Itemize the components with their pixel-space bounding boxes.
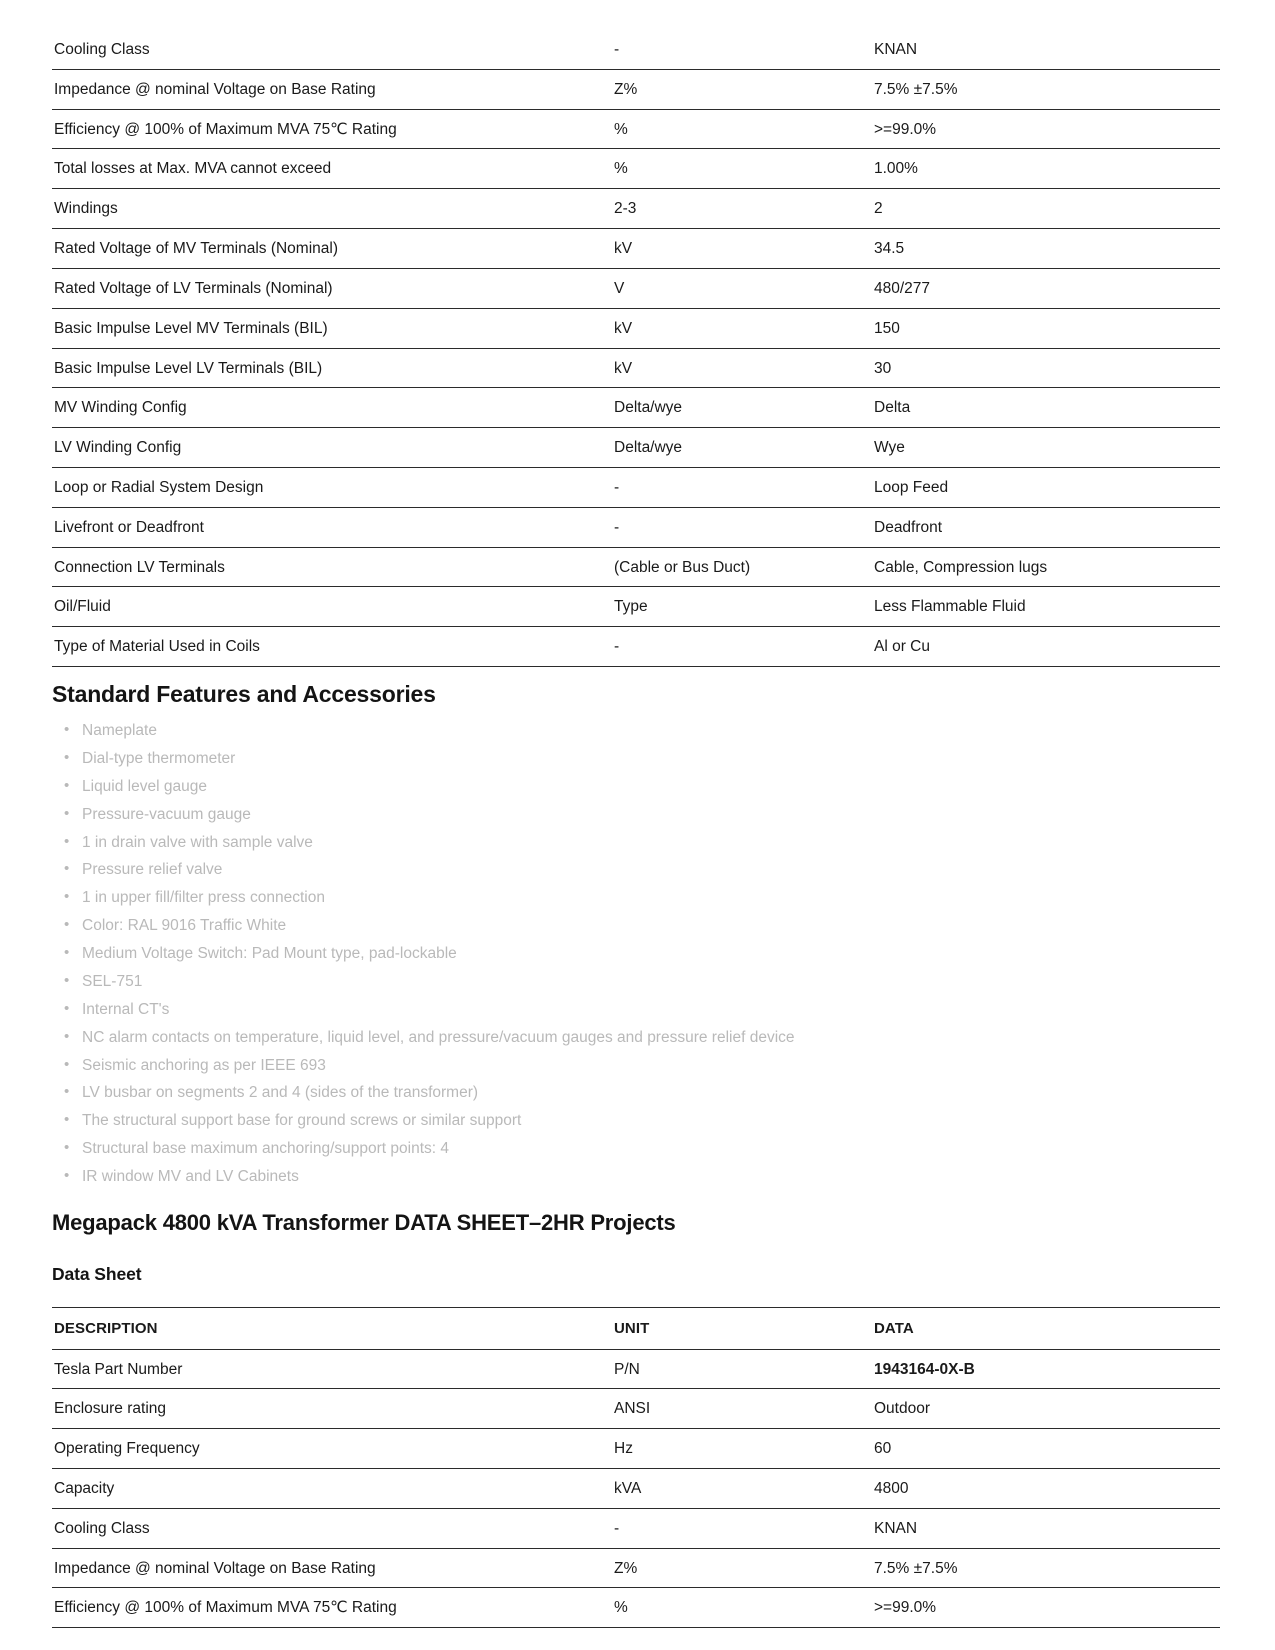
cell-data: >=99.0% [872,109,1220,149]
cell-unit: - [612,30,872,69]
feature-list-item: • LV busbar on segments 2 and 4 (sides of the transformer) [52,1084,1223,1102]
cell-description: Efficiency @ 100% of Maximum MVA 75℃ Rating [52,109,612,149]
table-row [52,388,1220,428]
cell-unit: Hz [612,1429,872,1469]
cell-description: Cooling Class [52,30,612,69]
table-row [52,30,1220,69]
cell-data: Deadfront [872,507,1220,547]
table-row [52,627,1220,667]
feature-list-item: • IR window MV and LV Cabinets [52,1168,1223,1186]
cell-unit: % [612,109,872,149]
feature-list-item: • Structural base maximum anchoring/support points: 4 [52,1140,1223,1158]
cell-description: Oil/Fluid [52,587,612,627]
feature-list-item: • Color: RAL 9016 Traffic White [52,917,1223,935]
document-title: Megapack 4800 kVA Transformer DATA SHEET–2HR Projects [52,1210,676,1236]
feature-list-item: • Medium Voltage Switch: Pad Mount type, pad-lockable [52,945,1223,963]
cell-data: 7.5% ±7.5% [872,69,1220,109]
feature-list-item: • 1 in drain valve with sample valve [52,834,1223,852]
cell-data: 1.00% [872,149,1220,189]
feature-list-item: • SEL-751 [52,973,1223,991]
cell-description: Basic Impulse Level LV Terminals (BIL) [52,348,612,388]
table-row [52,1548,1220,1588]
table-row [52,587,1220,627]
feature-list-item: • 1 in upper fill/filter press connection [52,889,1223,907]
cell-data: Less Flammable Fluid [872,587,1220,627]
table-row [52,467,1220,507]
cell-unit: 2-3 [612,189,872,229]
standard-features-heading: Standard Features and Accessories [52,681,436,707]
cell-data: 4800 [872,1468,1220,1508]
cell-unit: kV [612,308,872,348]
table-row [52,1508,1220,1548]
cell-data: KNAN [872,1508,1220,1548]
cell-unit: - [612,627,872,667]
cell-description: Total losses at Max. MVA cannot exceed [52,149,612,189]
cell-description: Windings [52,189,612,229]
cell-unit: % [612,1588,872,1628]
cell-unit: (Cable or Bus Duct) [612,547,872,587]
table-row [52,1349,1220,1389]
table-row [52,547,1220,587]
table-row [52,69,1220,109]
cell-data: Wye [872,428,1220,468]
feature-list-item: • Nameplate [52,722,1223,740]
cell-description: Impedance @ nominal Voltage on Base Rating [52,69,612,109]
cell-data: 7.5% ±7.5% [872,1548,1220,1588]
cell-description: Type of Material Used in Coils [52,627,612,667]
table-row [52,1389,1220,1429]
cell-unit: - [612,507,872,547]
cell-data: 150 [872,308,1220,348]
cell-description: Cooling Class [52,1508,612,1548]
column-header-data: DATA [872,1308,1220,1349]
feature-list-item: • Liquid level gauge [52,778,1223,796]
cell-description: Rated Voltage of MV Terminals (Nominal) [52,229,612,269]
cell-unit: Delta/wye [612,388,872,428]
column-header-description: DESCRIPTION [52,1308,612,1349]
table-row [52,189,1220,229]
cell-unit: Z% [612,69,872,109]
cell-description: Impedance @ nominal Voltage on Base Rating [52,1548,612,1588]
cell-description: Operating Frequency [52,1429,612,1469]
cell-unit: Type [612,587,872,627]
table-row [52,308,1220,348]
cell-data: 2 [872,189,1220,229]
table-header-row [52,1308,1220,1349]
cell-description: Enclosure rating [52,1389,612,1429]
feature-list-item: • Dial-type thermometer [52,750,1223,768]
feature-list-item: • Seismic anchoring as per IEEE 693 [52,1057,1223,1075]
cell-data: 1943164-0X-B [872,1349,1220,1389]
cell-description: Loop or Radial System Design [52,467,612,507]
cell-description: MV Winding Config [52,388,612,428]
table-row [52,507,1220,547]
cell-description: Tesla Part Number [52,1349,612,1389]
cell-unit: Delta/wye [612,428,872,468]
table-row [52,268,1220,308]
standard-features-list [52,722,1223,1186]
cell-description: Capacity [52,1468,612,1508]
cell-unit: - [612,1508,872,1548]
feature-list-item: • Pressure-vacuum gauge [52,806,1223,824]
column-header-unit: UNIT [612,1308,872,1349]
cell-description: Efficiency @ 100% of Maximum MVA 75℃ Rating [52,1588,612,1628]
cell-unit: ANSI [612,1389,872,1429]
cell-unit: kVA [612,1468,872,1508]
cell-data: Delta [872,388,1220,428]
data-sheet-table [52,1307,1220,1628]
cell-unit: - [612,467,872,507]
cell-data: Outdoor [872,1389,1220,1429]
data-sheet-table-head [52,1308,1220,1349]
specification-table-body [52,30,1220,667]
data-sheet-table-body [52,1349,1220,1628]
cell-description: Livefront or Deadfront [52,507,612,547]
cell-description: Connection LV Terminals [52,547,612,587]
specification-table-continued [52,30,1220,667]
table-row [52,1468,1220,1508]
cell-data: Loop Feed [872,467,1220,507]
cell-data: 34.5 [872,229,1220,269]
cell-unit: % [612,149,872,189]
cell-unit: kV [612,348,872,388]
feature-list-item: • Internal CT's [52,1001,1223,1019]
cell-data: 480/277 [872,268,1220,308]
cell-data: >=99.0% [872,1588,1220,1628]
feature-list-item: • Pressure relief valve [52,861,1223,879]
table-row [52,229,1220,269]
cell-data: 30 [872,348,1220,388]
table-row [52,149,1220,189]
cell-unit: V [612,268,872,308]
cell-data: Cable, Compression lugs [872,547,1220,587]
feature-list-item: • The structural support base for ground screws or similar support [52,1112,1223,1130]
cell-data: Al or Cu [872,627,1220,667]
cell-unit: kV [612,229,872,269]
cell-data: KNAN [872,30,1220,69]
cell-unit: P/N [612,1349,872,1389]
table-row [52,1588,1220,1628]
cell-description: LV Winding Config [52,428,612,468]
table-row [52,428,1220,468]
cell-unit: Z% [612,1548,872,1588]
data-sheet-heading: Data Sheet [52,1264,142,1285]
feature-list-item: • NC alarm contacts on temperature, liquid level, and pressure/vacuum gauges and pressure relief device [52,1029,1223,1047]
cell-description: Rated Voltage of LV Terminals (Nominal) [52,268,612,308]
cell-data: 60 [872,1429,1220,1469]
table-row [52,348,1220,388]
cell-description: Basic Impulse Level MV Terminals (BIL) [52,308,612,348]
table-row [52,1429,1220,1469]
table-row [52,109,1220,149]
